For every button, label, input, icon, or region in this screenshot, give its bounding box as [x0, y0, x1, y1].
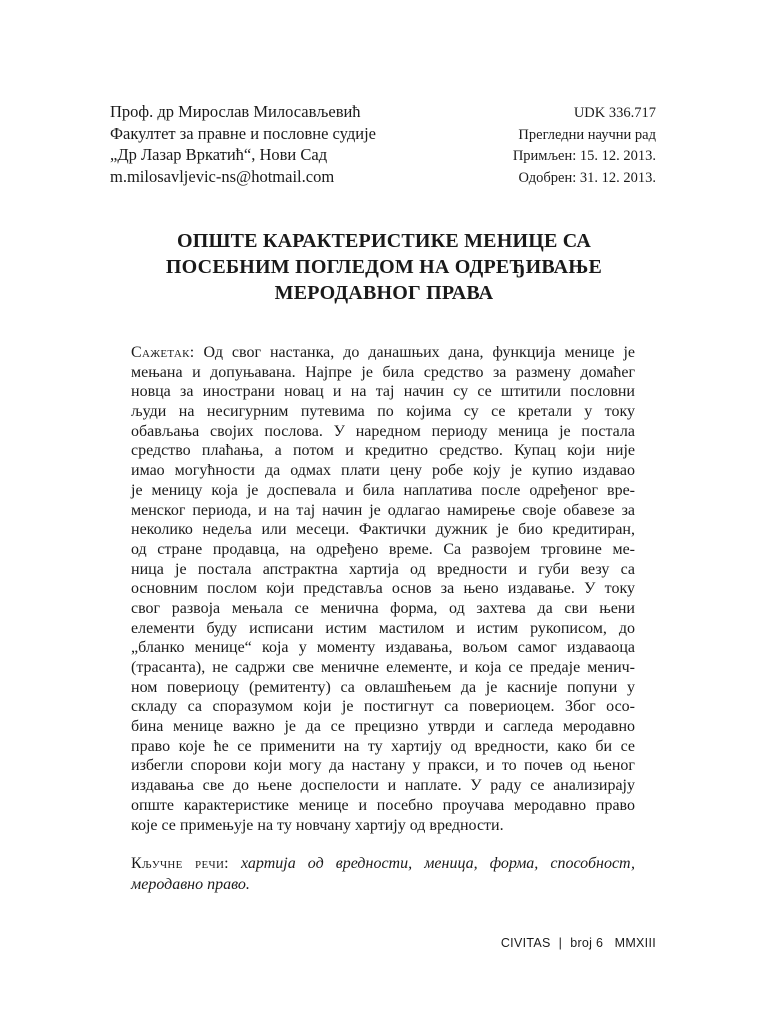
abstract-line: новца за инострани новац и на тај начин су се штитили пословни: [131, 383, 635, 401]
abstract-line: избегли спорови који могу да настану у пракси, и то почев од њеног: [131, 757, 635, 775]
abstract-line: основним послом који представља основ за њено издавање. У току: [131, 580, 635, 598]
abstract-line: ница је постала апстрактна хартија од вредности и губи везу са: [131, 560, 635, 578]
abstract-line: свог развоја мењала се менична форма, од захтева да сви њени: [131, 599, 635, 617]
abstract-line: мењана и допуњавана. Најпре је била средство за размену домаћег: [131, 363, 635, 381]
article-meta: [396, 103, 656, 189]
keywords-line: меродавно право.: [131, 876, 250, 893]
keywords-line: [131, 853, 635, 874]
paper-type: Прегледни научни рад: [518, 126, 656, 143]
abstract-line: менског периода, и на тај начин је одлагао намирење своје обавезе за: [131, 501, 635, 519]
author-email: m.milosavljevic-ns@hotmail.com: [110, 166, 335, 186]
article-title: [110, 228, 658, 306]
abstract-line: од стране продавца, на одређено време. Са развојем трговине ме-: [131, 540, 635, 558]
title-line: МЕРОДАВНОГ ПРАВА: [274, 282, 494, 304]
abstract: [131, 343, 635, 835]
abstract-line: опште карактеристике менице и посебно проучава меродавно право: [131, 796, 635, 814]
abstract-line: људи на несигурним путевима по којима су се кретали у току: [131, 403, 635, 421]
abstract-line: ном повериоцу (ремитенту) са овлашћењем да је касније попуни у: [131, 678, 635, 696]
abstract-line: издавања све до њене доспелости и наплате. У раду се анализирају: [131, 777, 635, 795]
keywords-text: хартија од вредности, меница, форма, способност,: [241, 855, 636, 872]
abstract-line: (трасанта), не садржи све меничне елементе, и која се предаје менич-: [131, 659, 635, 676]
abstract-line: складу са споразумом који је постигнут са повериоцем. Због осо-: [131, 698, 635, 716]
received-date: Примљен: 15. 12. 2013.: [512, 148, 656, 164]
approved-date: Одобрен: 31. 12. 2013.: [518, 169, 656, 186]
title-line: ОПШТЕ КАРАКТЕРИСТИКЕ МЕНИЦЕ СА: [176, 230, 592, 252]
abstract-line: је меницу која је доспевала и била наплатива после одређеног вре-: [131, 481, 635, 499]
author-affiliation: Факултет за правне и пословне судије: [110, 123, 376, 143]
abstract-line: право које ће се применити на ту хартију од вредности, како би се: [131, 737, 635, 755]
abstract-line: Сажетак: Од свог настанка, до данашњих дана, функција менице је: [131, 344, 635, 361]
abstract-label: Сажетак:: [131, 344, 195, 361]
abstract-line: неколико недеља или месеци. Фактички дужник је био кредитиран,: [131, 521, 635, 539]
page-footer: [501, 936, 656, 950]
footer-separator: |: [558, 936, 563, 950]
abstract-line: елементи буду исписани истим мастилом и истим рукописом, до: [131, 619, 635, 637]
journal-year: MMXIII: [614, 936, 656, 950]
abstract-line: обављања својих послова. У наредном периоду меница је постала: [131, 422, 635, 440]
abstract-line: „бланко менице“ која у моменту издавања, вољом самог издаваоца: [131, 639, 635, 657]
author-name: Проф. др Мирослав Милосављевић: [110, 102, 361, 121]
title-line: ПОСЕБНИМ ПОГЛЕДОМ НА ОДРЕЂИВАЊЕ: [165, 256, 603, 278]
author-affiliation-city: „Др Лазар Вркатић“, Нови Сад: [110, 145, 328, 164]
abstract-line: средство плаћања, а потом и кредитно средство. Купац који није: [131, 442, 635, 460]
keywords: [131, 853, 635, 895]
journal-name: CIVITAS: [500, 936, 551, 950]
abstract-line: имао могућности да одмах плати цену робе коју је купио издавао: [131, 462, 635, 480]
abstract-line: бина менице важно је да се прецизно утврди и сагледа меродавно: [131, 718, 635, 736]
udk-code: UDK 336.717: [573, 105, 656, 121]
keywords-label: Кључне речи:: [131, 855, 229, 872]
abstract-line: које се примењује на ту новчану хартију од вредности.: [131, 816, 504, 834]
journal-issue: broj 6: [570, 936, 604, 950]
